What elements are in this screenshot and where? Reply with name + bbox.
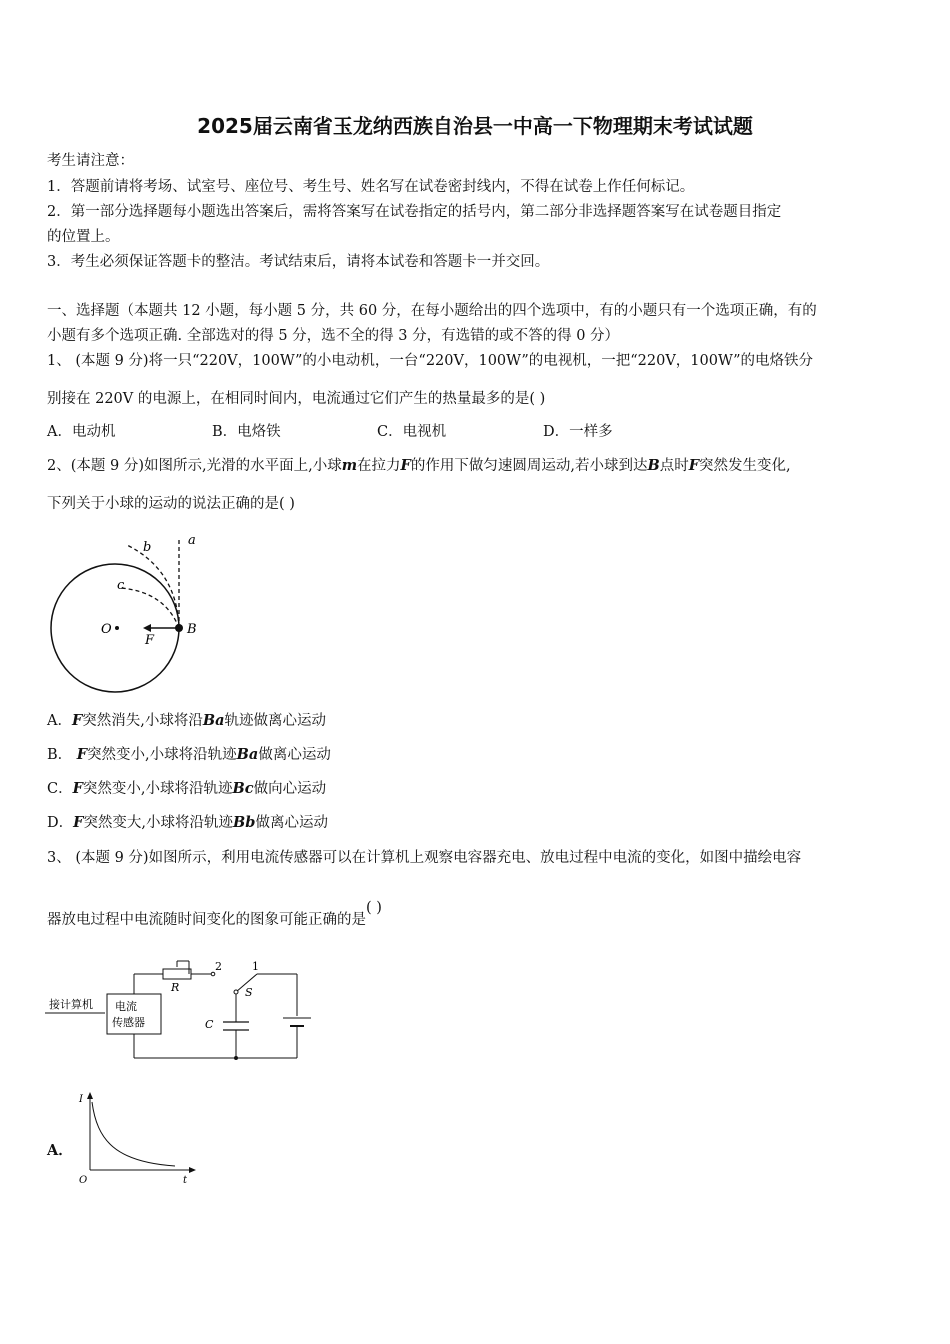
circular-motion-figure: [45, 530, 215, 700]
label-O: O: [101, 622, 112, 637]
q3-option-a[interactable]: A．: [47, 1142, 73, 1159]
path-b: [127, 545, 179, 628]
label-sensor-2: 传感器: [112, 1016, 145, 1029]
q1-option-b[interactable]: B．电烙铁: [212, 424, 281, 440]
q1-option-d[interactable]: D．一样多: [543, 424, 613, 440]
label-R: R: [171, 981, 180, 994]
label-b: b: [143, 540, 152, 555]
var-F: F: [400, 457, 411, 474]
label-t: t: [183, 1175, 188, 1186]
label-terminal-1: 1: [252, 960, 259, 973]
notice-heading: 考生请注意：: [47, 153, 134, 169]
label-terminal-2: 2: [215, 960, 222, 973]
circuit-figure: [45, 958, 335, 1068]
q3-stem-line2: 器放电过程中电流随时间变化的图象可能正确的是( ): [47, 900, 382, 928]
q1-stem-line2: 别接在 220V 的电源上，在相同时间内，电流通过它们产生的热量最多的是( ): [47, 391, 546, 407]
notice-item: 2．第一部分选择题每小题选出答案后，需将答案写在试卷指定的括号内，第二部分非选择题答案写在试卷题目指定: [47, 204, 782, 220]
q2-option-c[interactable]: C．F突然变小,小球将沿轨迹Bc做向心运动: [47, 780, 327, 797]
q1-option-c[interactable]: C．电视机: [377, 424, 447, 440]
section-heading: 一、选择题（本题共 12 小题，每小题 5 分，共 60 分，在每小题给出的四个选项中，有的小题只有一个选项正确，有的: [47, 303, 817, 319]
label-F: F: [145, 633, 155, 648]
page-title: 2025届云南省玉龙纳西族自治县一中高一下物理期末考试试题: [197, 114, 753, 138]
var-m: m: [341, 457, 358, 474]
center-dot: [115, 626, 119, 630]
label-C: C: [205, 1018, 214, 1031]
var-B: B: [647, 457, 660, 474]
var-F: F: [688, 457, 700, 474]
notice-item: 的位置上。: [47, 229, 120, 245]
label-computer: 接计算机: [49, 998, 93, 1011]
q2-option-a[interactable]: A．F突然消失,小球将沿Ba轨迹做离心运动: [47, 712, 327, 729]
q3-stem-line1: 3、 (本题 9 分)如图所示，利用电流传感器可以在计算机上观察电容器充电、放电过程中电流的变化，如图中描绘电容: [47, 850, 802, 866]
answer-paren: ( ): [366, 900, 382, 916]
resistor-R: [163, 969, 191, 979]
q2-option-d[interactable]: D．F突然变大,小球将沿轨迹Bb做离心运动: [47, 814, 328, 831]
notice-item: 1．答题前请将考场、试室号、座位号、考生号、姓名写在试卷密封线内，不得在试卷上作任何标记。: [47, 179, 695, 195]
q2-stem-line1: 2、(本题 9 分)如图所示,光滑的水平面上,小球m在拉力F的作用下做匀速圆周运动,若小球到达B点时F突然发生变化,: [47, 457, 791, 474]
label-a: a: [188, 533, 196, 548]
label-O: O: [79, 1175, 88, 1186]
label-B: B: [187, 622, 197, 637]
notice-item: 3．考生必须保证答题卡的整洁。考试结束后，请将本试卷和答题卡一并交回。: [47, 254, 550, 270]
q2-option-b[interactable]: B． F突然变小,小球将沿轨迹Ba做离心运动: [47, 746, 331, 763]
q1-option-a[interactable]: A．电动机: [47, 424, 116, 440]
label-I: I: [79, 1094, 83, 1105]
label-sensor-1: 电流: [115, 1000, 137, 1013]
label-c: c: [117, 578, 125, 593]
label-S: S: [245, 986, 253, 999]
section-heading-cont: 小题有多个选项正确. 全部选对的得 5 分，选不全的得 3 分，有选错的或不答的得 0 分）: [47, 328, 620, 344]
current-decay-graph: [75, 1090, 205, 1190]
q1-stem-line1: 1、 (本题 9 分)将一只“220V，100W”的小电动机，一台“220V，100W”的电视机，一把“220V，100W”的电烙铁分: [47, 353, 814, 369]
path-c: [121, 588, 179, 628]
q2-stem-line2: 下列关于小球的运动的说法正确的是( ): [47, 496, 295, 512]
decay-curve: [92, 1102, 175, 1166]
